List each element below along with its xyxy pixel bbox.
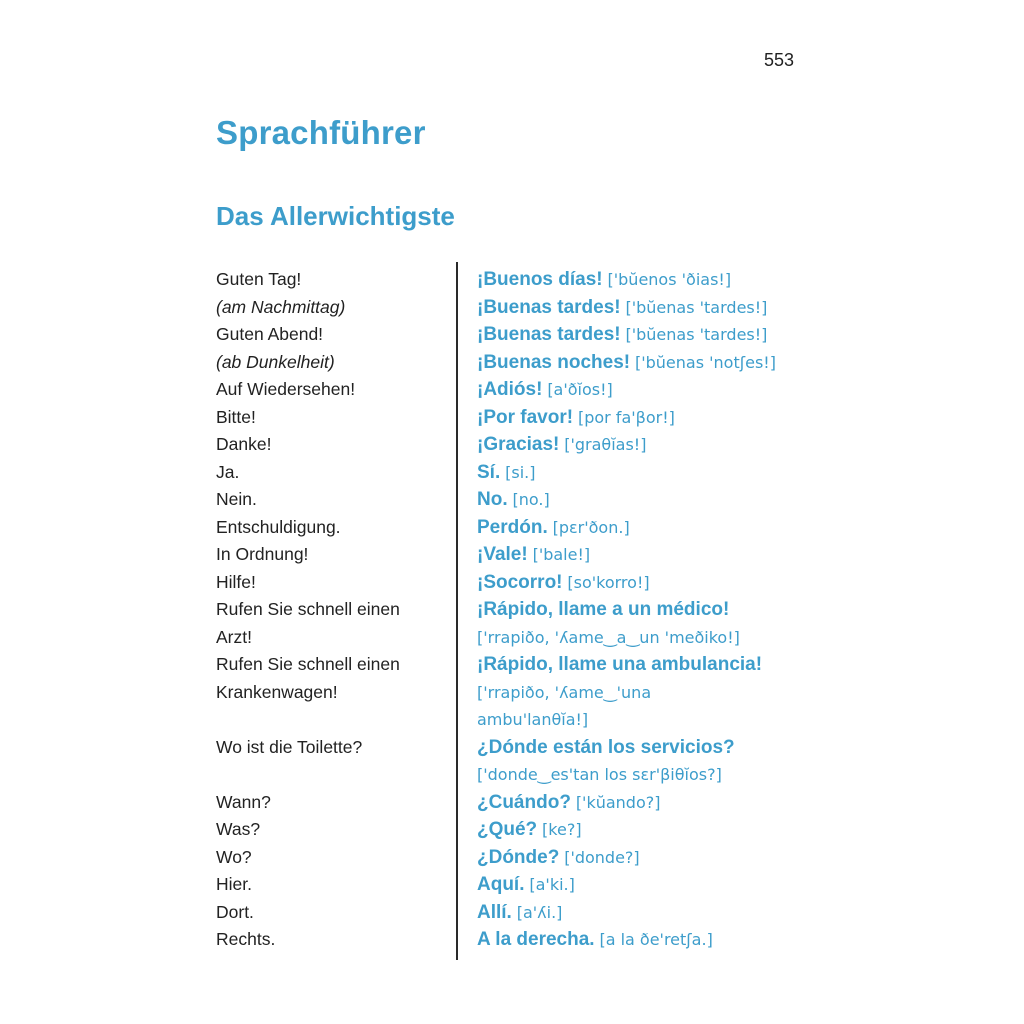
spanish-phrase-line: [477, 899, 817, 927]
german-phrase-line: Rechts.: [216, 929, 276, 949]
pronunciation: ['donde?]: [564, 847, 640, 867]
spanish-phrase-line: [477, 376, 817, 404]
spanish-phrase-line: [477, 734, 817, 762]
spanish-phrase: ¡Por favor!: [477, 406, 574, 428]
column-divider: [456, 262, 458, 960]
spanish-phrase: ¿Dónde están los servicios?: [477, 736, 735, 758]
pronunciation: ['bŭenas 'tardes!]: [625, 325, 768, 344]
german-phrase-line: Guten Tag!: [216, 269, 302, 289]
german-phrase-line: Bitte!: [216, 406, 256, 427]
spanish-phrase-line: [477, 486, 817, 514]
pronunciation: [ke?]: [542, 820, 582, 839]
german-phrase-line: Arzt!: [216, 626, 252, 647]
german-phrase-line: Auf Wiedersehen!: [216, 379, 356, 399]
spanish-phrase: Aquí.: [477, 874, 525, 895]
pronunciation: ['donde‿es'tan los sɛr'βiθĭos?]: [477, 765, 722, 784]
spanish-phrase: Allí.: [477, 901, 512, 923]
pronunciation: [so'korro!]: [567, 572, 650, 592]
spanish-phrase-line: [477, 706, 817, 734]
spanish-phrase: ¿Qué?: [477, 819, 538, 840]
german-phrase-line: Was?: [216, 819, 261, 839]
german-phrase-line: [216, 706, 448, 734]
pronunciation: ['rrapiðo, 'ʎame‿a‿un 'meðiko!]: [477, 627, 740, 647]
german-phrase-line: Nein.: [216, 489, 257, 509]
german-phrase-line: Rufen Sie schnell einen: [216, 599, 400, 619]
german-phrase-line: Hilfe!: [216, 571, 256, 592]
german-phrase-line: Wann?: [216, 791, 271, 812]
spanish-phrase-line: [477, 926, 817, 954]
pronunciation: ambu'lanθĭa!]: [477, 710, 589, 729]
german-phrase-line: (am Nachmittag): [216, 296, 346, 317]
pronunciation: ['bale!]: [532, 545, 591, 564]
german-phrase-line: Wo ist die Toilette?: [216, 736, 363, 757]
spanish-phrase-line: [477, 294, 817, 322]
spanish-phrase: ¡Buenas tardes!: [477, 296, 621, 318]
spanish-phrase-line: [477, 404, 817, 432]
spanish-phrase: ¡Buenas noches!: [477, 351, 631, 373]
german-phrase-line: (ab Dunkelheit): [216, 351, 335, 372]
pronunciation: ['kŭando?]: [575, 792, 661, 812]
pronunciation: [a'ki.]: [529, 875, 575, 894]
spanish-phrase-line: [477, 541, 817, 569]
pronunciation: ['bŭenas 'notʃes!]: [634, 352, 776, 372]
spanish-phrase-line: [477, 679, 817, 707]
spanish-phrase: ¡Rápido, llame una ambulancia!: [477, 654, 763, 675]
pronunciation: ['bŭenas 'tardes!]: [625, 297, 768, 317]
german-phrase-line: Rufen Sie schnell einen: [216, 654, 400, 674]
spanish-phrase: ¡Socorro!: [477, 571, 563, 593]
spanish-phrase: ¡Gracias!: [477, 434, 560, 455]
spanish-phrase: ¡Rápido, llame a un médico!: [477, 599, 730, 620]
spanish-phrase: No.: [477, 489, 508, 510]
spanish-phrase-line: [477, 266, 817, 294]
section-heading: Das Allerwichtigste: [216, 201, 455, 231]
spanish-phrase: Perdón.: [477, 516, 548, 538]
german-phrase-line: Danke!: [216, 434, 272, 454]
spanish-phrase-line: [477, 651, 817, 679]
pronunciation: [a'ðĭos!]: [547, 380, 613, 399]
german-phrase-line: Wo?: [216, 846, 252, 867]
spanish-phrase-line: [477, 349, 817, 377]
spanish-phrase: Sí.: [477, 461, 501, 483]
german-phrase-line: Dort.: [216, 901, 254, 922]
pronunciation: [no.]: [512, 490, 550, 509]
spanish-phrases-column: [477, 266, 817, 954]
pronunciation: ['graθĭas!]: [564, 435, 647, 454]
german-phrase-line: In Ordnung!: [216, 544, 309, 564]
spanish-phrase-line: [477, 871, 817, 899]
spanish-phrase: ¿Dónde?: [477, 846, 560, 868]
spanish-phrase: ¡Buenas tardes!: [477, 324, 621, 345]
pronunciation: ['rrapiðo, 'ʎame‿'una: [477, 682, 652, 702]
spanish-phrase: A la derecha.: [477, 929, 595, 950]
spanish-phrase-line: [477, 789, 817, 817]
german-phrase-line: Hier.: [216, 874, 252, 894]
spanish-phrase-line: [477, 321, 817, 349]
spanish-phrase: ¿Cuándo?: [477, 791, 571, 813]
spanish-phrase-line: [477, 431, 817, 459]
spanish-phrase-line: [477, 624, 817, 652]
pronunciation: [si.]: [505, 462, 536, 482]
page-number: 553: [763, 50, 794, 70]
spanish-phrase-line: [477, 844, 817, 872]
german-phrase-line: Ja.: [216, 461, 240, 482]
german-phrase-line: Krankenwagen!: [216, 681, 338, 702]
spanish-phrase: ¡Adiós!: [477, 379, 543, 400]
pronunciation: ['bŭenos 'ðias!]: [607, 270, 732, 289]
spanish-phrase-line: [477, 459, 817, 487]
spanish-phrase-line: [477, 816, 817, 844]
spanish-phrase-line: [477, 761, 817, 789]
spanish-phrase-line: [477, 596, 817, 624]
spanish-phrase-line: [477, 569, 817, 597]
pronunciation: [por fa'βor!]: [577, 407, 675, 427]
spanish-phrase: ¡Vale!: [477, 544, 528, 565]
pronunciation: [a'ʎi.]: [516, 902, 563, 922]
german-phrases-column: [216, 266, 448, 954]
german-phrase-line: Guten Abend!: [216, 324, 324, 344]
spanish-phrase-line: [477, 514, 817, 542]
page-title: Sprachführer: [216, 114, 426, 151]
spanish-phrase: ¡Buenos días!: [477, 269, 603, 290]
pronunciation: [pɛr'ðon.]: [552, 517, 630, 537]
german-phrase-line: Entschuldigung.: [216, 516, 341, 537]
pronunciation: [a la ðe'retʃa.]: [599, 930, 713, 949]
german-phrase-line: [216, 761, 448, 789]
